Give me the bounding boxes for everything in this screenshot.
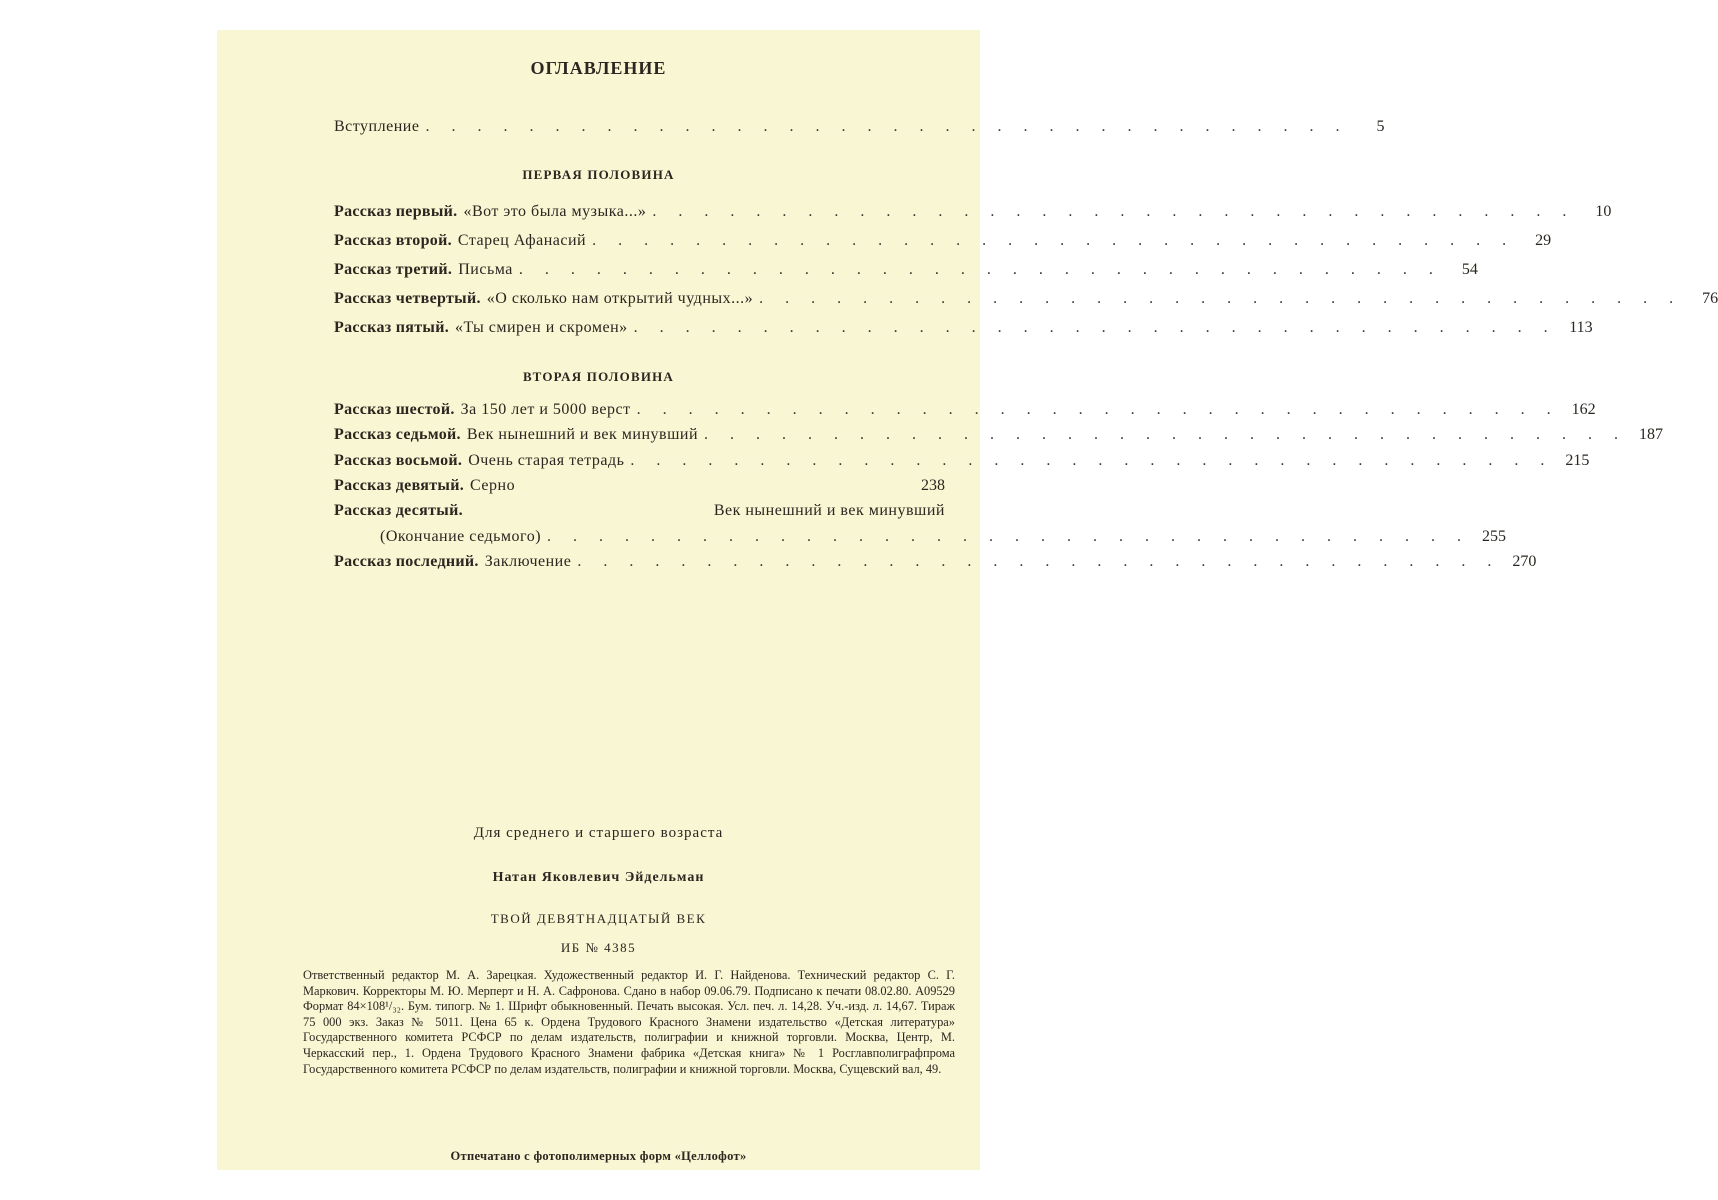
printed-by-note: Отпечатано с фотополимерных форм «Целлофот»	[450, 1149, 747, 1163]
toc-entry-story: Рассказ четвертый.	[334, 290, 481, 307]
toc-entry	[334, 261, 1478, 285]
toc-entry-story: Рассказ девятый.	[334, 477, 465, 494]
toc-entry-name: За 150 лет и 5000 верст	[460, 401, 631, 418]
toc-entry-page: 10	[1595, 203, 1612, 220]
toc-entry-name: «Вот это была музыка...»	[463, 203, 647, 220]
leader-dots: . . . . . . . . . . . . . . . . . . . . . . . . . . . . . . . . . . . .	[577, 553, 1501, 570]
toc-entry-story: Рассказ второй.	[334, 232, 452, 249]
toc-entry-story: Рассказ седьмой.	[334, 426, 461, 443]
publication-details	[303, 968, 955, 1077]
toc-entry	[334, 401, 1596, 425]
toc-entry-name: Старец Афанасий	[457, 232, 587, 249]
toc-entry-name: Письма	[458, 261, 513, 278]
toc-entry	[334, 502, 945, 526]
toc-entry-story: Рассказ десятый.	[334, 502, 463, 519]
toc-entry-name: Век нынешний и век минувший	[713, 502, 945, 519]
toc-entry-name: Очень старая тетрадь	[468, 452, 625, 469]
toc-entry-continuation	[380, 528, 1507, 552]
toc-entry-page: 255	[1482, 528, 1507, 545]
toc-entry-name: Вступление	[334, 118, 420, 135]
section-heading-first-half: ПЕРВАЯ ПОЛОВИНА	[522, 167, 675, 182]
toc-entry-page: 238	[921, 477, 945, 494]
toc-entry	[334, 477, 945, 501]
leader-dots: . . . . . . . . . . . . . . . . . . . . . . . . . . . . . . . . . . . .	[759, 290, 1683, 307]
toc-entry-story: Рассказ последний.	[334, 553, 479, 570]
toc-entry-story: Рассказ пятый.	[334, 319, 450, 336]
toc-entry-page: 162	[1571, 401, 1596, 418]
toc-entry-name: Серно	[470, 477, 516, 494]
toc-entry-page: 113	[1569, 319, 1593, 336]
ib-number: ИБ № 4385	[560, 940, 637, 955]
leader-dots: . . . . . . . . . . . . . . . . . . . . . . . . . . . . . . . . . . . .	[630, 452, 1554, 469]
leader-dots: . . . . . . . . . . . . . . . . . . . . . . . . . . . . . . . . . . . .	[633, 319, 1557, 336]
toc-title: ОГЛАВЛЕНИЕ	[530, 58, 667, 78]
leader-dots: . . . . . . . . . . . . . . . . . . . . . . . . . . . . . . . . . . . .	[518, 261, 1442, 278]
toc-entry-intro	[334, 118, 1385, 142]
toc-entry-page: 187	[1639, 426, 1664, 443]
toc-entry-page: 76	[1702, 290, 1718, 307]
toc-entry-name: «О сколько нам открытий чудных...»	[486, 290, 754, 307]
author-name: Натан Яковлевич Эйдельман	[492, 870, 705, 885]
toc-entry-page: 54	[1461, 261, 1478, 278]
leader-dots: . . . . . . . . . . . . . . . . . . . . . . . . . . . . . . . . . . . .	[652, 203, 1576, 220]
toc-entry-name: Век нынешний и век минувший	[466, 426, 699, 443]
toc-entry-story: Рассказ третий.	[334, 261, 453, 278]
section-heading-second-half: ВТОРАЯ ПОЛОВИНА	[522, 369, 675, 384]
leader-dots: . . . . . . . . . . . . . . . . . . . . . . . . . . . . . . . . . . . .	[592, 232, 1516, 249]
toc-entry	[334, 232, 1552, 256]
toc-entry	[334, 319, 1593, 343]
toc-entry-page: 270	[1512, 553, 1537, 570]
toc-entry	[334, 426, 1664, 450]
toc-entry-name: «Ты смирен и скромен»	[455, 319, 628, 336]
audience-note: Для среднего и старшего возраста	[473, 825, 724, 841]
toc-entry-name: Заключение	[484, 553, 572, 570]
publication-details-text: Ответственный редактор М. А. Зарецкая. Художественный редактор И. Г. Найденова. Технический редактор С. Г. Маркович. Корректоры М. Ю. Мерперт и Н. А. Сафронова. Сдано в набор 09.06.79. Подписано к печати 08.02.80. А09529 Формат 84×108¹/₃₂. Бум. типогр. № 1. Шрифт обыкновенный. Печать высокая. Усл. печ. л. 14,28. Уч.-изд. л. 14,67. Тираж 75 000 экз. Заказ № 5011. Цена 65 к. Ордена Трудового Красного Знамени издательство «Детская литература» Государственного комитета РСФСР по делам издательств, полиграфии и книжной торговли. Москва, Центр, М. Черкасский пер., 1. Ордена Трудового Красного Знамени фабрика «Детская книга» № 1 Росглавполиграфпрома Государственного комитета РСФСР по делам издательств, полиграфии и книжной торговли. Москва, Сущевский вал, 49.	[303, 968, 955, 1076]
toc-entry-story: Рассказ шестой.	[334, 401, 455, 418]
book-title: ТВОЙ ДЕВЯТНАДЦАТЫЙ ВЕК	[490, 911, 707, 926]
book-page	[217, 30, 1718, 1170]
toc-entry	[334, 452, 1590, 476]
toc-entry	[334, 553, 1537, 577]
toc-entry-name: (Окончание седьмого)	[380, 528, 542, 545]
toc-entry	[334, 290, 1718, 314]
toc-entry-page: 29	[1535, 232, 1552, 249]
toc-entry-page: 215	[1565, 452, 1590, 469]
toc-entry-page: 5	[1376, 118, 1385, 135]
leader-dots: . . . . . . . . . . . . . . . . . . . . . . . . . . . . . . . . . . . .	[636, 401, 1560, 418]
toc-entry	[334, 203, 1612, 227]
toc-entry-story: Рассказ восьмой.	[334, 452, 463, 469]
leader-dots: . . . . . . . . . . . . . . . . . . . . . . . . . . . . . . . . . . . .	[547, 528, 1471, 545]
leader-dots: . . . . . . . . . . . . . . . . . . . . . . . . . . . . . . . . . . . .	[425, 118, 1349, 135]
leader-dots: . . . . . . . . . . . . . . . . . . . . . . . . . . . . . . . . . . . .	[704, 426, 1628, 443]
toc-entry-story: Рассказ первый.	[334, 203, 458, 220]
